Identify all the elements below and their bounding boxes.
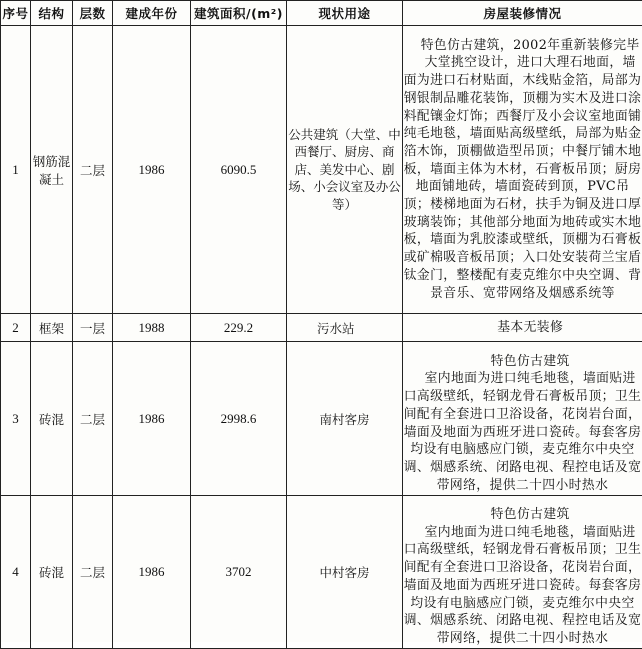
row-decoration: [403, 26, 642, 314]
row-index: 3: [1, 342, 31, 496]
row-structure: 砖混: [31, 496, 73, 649]
row-index: 2: [1, 314, 31, 342]
decoration-title: 特色仿古建筑，2002年重新装修完毕: [403, 37, 642, 55]
row-area: 3702: [191, 496, 287, 649]
header-floors: 层数: [73, 1, 113, 26]
header-usage: 现状用途: [287, 1, 403, 26]
table-row: [1, 342, 642, 496]
row-index: 4: [1, 496, 31, 649]
row-usage: 公共建筑（大堂、中西餐厅、厨房、商店、美发中心、剧场、小会议室及办公等）: [287, 26, 403, 314]
header-index: 序号: [1, 1, 31, 26]
row-year: 1986: [113, 26, 191, 314]
decoration-body: 室内地面为进口纯毛地毯，墙面贴进口高级壁纸，轻钢龙骨石膏板吊顶；卫生间配有全套进口卫浴设备，花岗岩台面，墙面及地面为西班牙进口瓷砖。每套客房均设有电脑感应门锁，麦克维尔中央空调、烟感系统、闭路电视、程控电话及宽带网络，提供二十四小时热水: [403, 370, 642, 494]
header-decoration: 房屋装修情况: [403, 1, 642, 26]
decoration-title: 特色仿古建筑: [403, 353, 642, 371]
row-usage: 污水站: [287, 314, 403, 342]
row-floors: 二层: [73, 342, 113, 496]
row-floors: 二层: [73, 26, 113, 314]
header-row: [1, 1, 642, 26]
row-floors: 二层: [73, 496, 113, 649]
row-structure: 砖混: [31, 342, 73, 496]
header-structure: 结构: [31, 1, 73, 26]
row-floors: 一层: [73, 314, 113, 342]
row-area: 229.2: [191, 314, 287, 342]
header-area: 建筑面积/(m²): [191, 1, 287, 26]
row-year: 1988: [113, 314, 191, 342]
row-area: 6090.5: [191, 26, 287, 314]
row-structure: 框架: [31, 314, 73, 342]
row-decoration: [403, 314, 642, 342]
row-year: 1986: [113, 342, 191, 496]
row-index: 1: [1, 26, 31, 314]
table-row: [1, 26, 642, 314]
table-row: [1, 496, 642, 649]
row-decoration: [403, 342, 642, 496]
table-row: [1, 314, 642, 342]
decoration-title: 基本无装修: [403, 319, 642, 337]
row-usage: 南村客房: [287, 342, 403, 496]
row-area: 2998.6: [191, 342, 287, 496]
row-year: 1986: [113, 496, 191, 649]
header-year: 建成年份: [113, 1, 191, 26]
row-structure: 钢筋混凝土: [31, 26, 73, 314]
row-decoration: [403, 496, 642, 649]
decoration-title: 特色仿古建筑: [403, 506, 642, 524]
decoration-body: 室内地面为进口纯毛地毯，墙面贴进口高级壁纸，轻钢龙骨石膏板吊顶；卫生间配有全套进口卫浴设备，花岗岩台面，墙面及地面为西班牙进口瓷砖。每套客房均设有电脑感应门锁，麦克维尔中央空调、烟感系统、闭路电视、程控电话及宽带网络，提供二十四小时热水: [403, 524, 642, 648]
row-usage: 中村客房: [287, 496, 403, 649]
decoration-body: 大堂挑空设计，进口大理石地面，墙面为进口石材贴面，木线贴金箔，局部为钢银制品雕花装饰，顶棚为实木及进口涂料配镶金灯饰；西餐厅及小会议室地面铺纯毛地毯，墙面贴高级壁纸，局部为贴金箔木饰，顶棚做造型吊顶；中餐厅铺木地板，墙面主体为木材，石膏板吊顶；厨房地面铺地砖，墙面瓷砖到顶，PVC吊顶；楼梯地面为石材，扶手为铜及进口厚玻璃装饰；其他部分地面为地砖或实木地板，墙面为乳胶漆或壁纸，顶棚为石膏板或矿棉吸音板吊顶；入口处安装荷兰宝盾钛金门，整楼配有麦克维尔中央空调、背景音乐、宽带网络及烟感系统等: [403, 54, 642, 302]
